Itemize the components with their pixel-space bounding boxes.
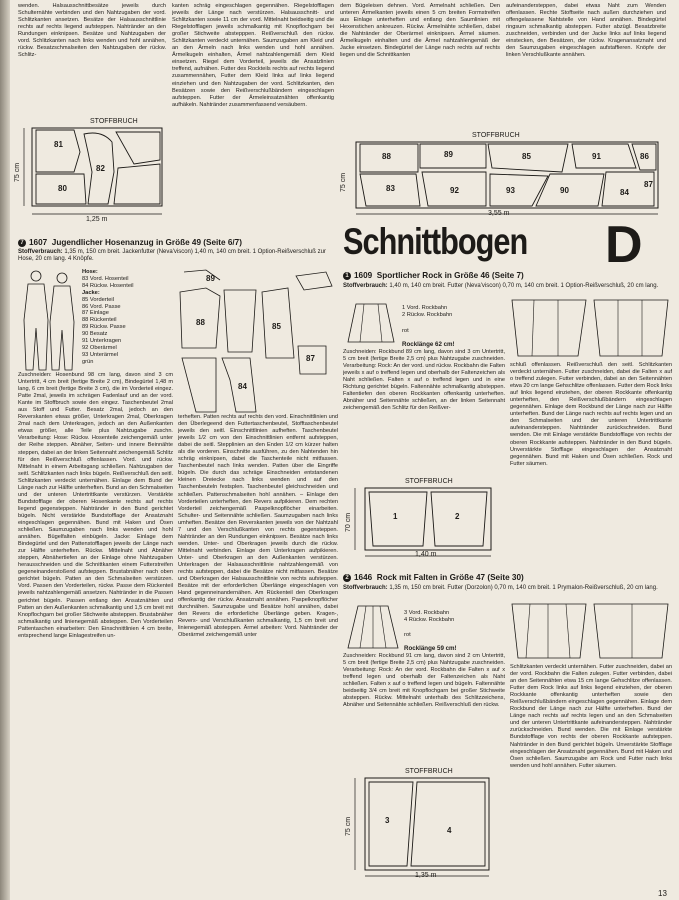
width-label-3: 1,40 m — [415, 551, 437, 558]
pattern-1646-pieces — [508, 600, 672, 662]
sketch-piece-89: 89 — [206, 274, 215, 283]
width-label-4: 1,35 m — [415, 872, 437, 879]
width-label: 1,25 m — [86, 216, 108, 223]
grain-fold-label-4: STOFFBRUCH — [405, 768, 453, 775]
grain-fold-label-3: STOFFBRUCH — [405, 478, 453, 485]
pattern-1646-fabric: Stoffverbrauch: 1,35 m, 150 cm breit. Futter (Dorzolon) 0,70 m, 140 cm breit. 1 Prymalon-Reißverschluß, 20 cm lang. — [343, 585, 658, 591]
piece-92: 92 — [450, 186, 459, 195]
pattern-1609-parts: 1 Vord. Rockbahn 2 Rückw. Rockbahn — [402, 305, 453, 318]
pattern-1609-title: 1 1609 Sportlicher Rock in Größe 46 (Seite 7) — [343, 271, 524, 280]
piece-80: 80 — [58, 184, 67, 193]
page-number: 13 — [658, 889, 667, 898]
pattern-1646-parts: 3 Vord. Rockbahn 4 Rückw. Rockbahn — [404, 610, 455, 623]
pattern-sheet-letter: D — [605, 216, 643, 274]
cutting-layout-1609 — [343, 476, 505, 562]
piece-91: 91 — [592, 152, 601, 161]
pattern-1646-length: Rocklänge 59 cm! — [404, 645, 457, 652]
piece-89: 89 — [444, 150, 453, 159]
top-right-text-a: dem Bügeleisen dehnen. Vord. Ärmelnaht schließen. Den unteren Ärmelkanten jeweils einen 5 cm breiten Formstreifen aus Einlage unterheften und entlang den Saumlinien mit Hexenstichen ankreuzen. Rückw. Ärmelnähte schließen, dabei die Nahtränder der Oberärmel einknipsen. Ärmel säumen. Ärmelkugeln einhalten und die Ärmel nahtzahlengemäß der Jacke einsetzen. Bindegürtel der Länge nach rechts auf rechts liegen und die Schnittkanten — [340, 3, 500, 59]
pattern-1609-instructions-col1: Zuschneiden: Rockbund 89 cm lang, davon sind 3 cm Untertritt, 5 cm breit (fertige Breite 2,5 cm) plus Nahtzugabe zuschneiden. Verarbeitung: Rock: An der vord. und rückw. Rockbahn die Falten jeweils x auf o treffend legen und oberhalb der Faltenzeichen als Naht schließen. Falten x auf o treffend legen und in eine Richtung gerichtet bügeln. Faltennähte schmalkantig absteppen. Faltentiefen den oberen Rockkanten offenkantig unterheften. Abnäher und Seitennähte schließen, an der linken Seitennaht zeichengemäß den Schlitz für den Reißver- — [343, 349, 505, 412]
piece-3: 3 — [385, 816, 390, 825]
pattern-number-badge: 7 — [18, 239, 26, 247]
width-label-2: 3,55 m — [488, 210, 510, 217]
color-red-label: rot — [402, 328, 409, 334]
sketch-piece-84: 84 — [238, 382, 247, 391]
cutting-layout-1646 — [343, 766, 505, 884]
pattern-sheet-heading — [343, 216, 673, 274]
grain-fold-label: STOFFBRUCH — [90, 118, 138, 125]
page-binding-shadow — [0, 0, 10, 900]
piece-81: 81 — [54, 140, 63, 149]
piece-82: 82 — [96, 164, 105, 173]
pattern-number-badge-1646: 2 — [343, 574, 351, 582]
cutting-layout-suit — [336, 128, 671, 220]
piece-88: 88 — [382, 152, 391, 161]
cutting-layout-dress — [14, 112, 174, 224]
skirt-1609-sketch — [346, 302, 396, 344]
height-label-2: 75 cm — [340, 172, 347, 192]
pattern-1646-title: 2 1646 Rock mit Falten in Größe 47 (Seite 30) — [343, 573, 524, 582]
pattern-1607-fabric: Stoffverbrauch: 1,35 m, 150 cm breit. Jackenfutter (Neva'viscon) 1,40 m, 140 cm breit. 1 Option-Reißverschluß zur Hose, 20 cm lang. 4 Knöpfe. — [18, 249, 326, 263]
pattern-1607-parts: Hose: 83 Vord. Hosenteil 84 Rückw. Hosenteil Jacke: 85 Vorderteil 86 Vord. Passe 87 Einlage 88 Rückenteil 89 Rückw. Passe 90 Besatz 91 Unterkragen 92 Oberärmel 93 Unterärmel grün — [82, 269, 134, 365]
figure-1607-models — [18, 268, 80, 374]
height-label-3: 70 cm — [345, 512, 352, 532]
piece-1: 1 — [393, 512, 398, 521]
top-right-text-b: aufeinandersteppen, dabei etwas Naht zum Wenden offenlassen. Rechte Stoffseite nach außen durchziehen und offengelassene Nahtstelle von Hand annähen. Bindegürtel ringsum schmalkantig absteppen. Futter abzügl. Besatzbreite zuschneiden, verbinden und der Jacke links auf links liegend einstecken, den Besätzen, der rückw. Kragenansatznaht und den Saumzugaben eingeschlagen aufstaffieren. Knöpfe der linken Verschlußkante annähen. — [506, 3, 666, 59]
piece-83: 83 — [386, 184, 395, 193]
pattern-1646-instructions-col1: Zuschneiden: Rockbund 91 cm lang, davon sind 2 cm Untertritt, 5 cm breit (fertige Breite 2,5 cm) plus Nahtzugabe zuschneiden. Verarbeitung: Rock: An der vord. Rockbahn die Falten x auf x treffend legen und oberhalb der Faltenzeichen als Naht schließen. Falten x auf o treffend legen und bügeln. Faltennähte beidseitig 3/4 cm breit mit Knopflochgarn bei großer Stichweite absteppen. Rückw. Mittelnaht unterhalb des Schlitzzeichens, Abnäher und Seitennähte schließen. Reißverschluß den rückw. — [343, 653, 505, 709]
color-red-label-2: rot — [404, 632, 411, 638]
piece-84: 84 — [620, 188, 629, 197]
height-label: 75 cm — [14, 162, 21, 182]
piece-93: 93 — [506, 186, 515, 195]
pattern-1609-length: Rocklänge 62 cm! — [402, 341, 455, 348]
pattern-1607-sketches — [176, 262, 336, 414]
piece-86: 86 — [640, 152, 649, 161]
pattern-1607-instructions-col1: Zuschneiden: Hosenbund 98 cm lang, davon sind 3 cm Untertritt, 4 cm breit (fertige Breite 2 cm), Bindegürtel 1,48 m lang, 6 cm breit (fertige Breite 3 cm), die im Vorderteil eingez. Patte 2mal, jeweils im schrägen Fadenlauf und an der vord. Kante im Stoffbruch sowie den eingez. Taschenbeutel 2mal aus Stoff und Futter. Besatz 2mal, jedoch an den Reverskanten etwas größer, Unterkragen 2mal, Oberkragen 2mal nach dem Unterkragen, jedoch an den Außenkanten etwas größer, alle Teile plus Nahtzugabe zuschn. Verarbeitung: Hose: Rückw. Hosenteile zeichengemäß unter der Reihe steppen. Abnäher, Seiten- und innere Beinnähte steppen, dabei an der linken Seitennaht zeichengemäß Schlitz für den Reißverschluß offenlassen. Vord. und rückw. Mittelnaht in einem Arbeitsgang schließen. Nahtzugaben der seitl. Schlitzkanten nach links bügeln. Reißverschluß den seitl. Schlitzkanten verdeckt unternähen. Einlage dem Bund der Länge nach zur Hälfte unterheften. Bund an den Schmalseiten und der unteren Untertrittkante verstürzen. Verstärkte Bundstofflage der oberen Hosenkante rechts auf rechts liegend gegensteppen. Nahtränder in den Bund gerichtet bügeln. Nicht verstärkte Bundstofflage der Ansatznaht eingeschlagen gegennähen. Bund mit Haken und Ösen schließen. Saumzugaben nach links wenden und hohl annähen. Bügelfalten einbügeln. Jacke: Einlage dem Bindegürtel und den Pattenstofflagen jeweils der Länge nach zur Hälfte unterheften. Rückw. Mittelnaht und Abnäher steppen, Abnähertiefen an der Einlage ohne Nahtzugaben herausschneiden und die Schnittkanten einem Futterstreifen gegeneinanderstoßend aufsteppen. Brustabnäher nach oben gerichtet bügeln. Patten an den Schmalseiten verstürzen. Vord. Passen den Vorderteilen, rückw. Passe dem Rückenteil jeweils nahtzahlengemäß ansetzen. Nahtränder in die Passen gerichtet bügeln. Passen entlang den Ansatznähten und Patten an den Außenkanten schmalkantig und 1,5 cm breit mit Knopflochgarn bei großer Stichweite absteppen. Brustabnäher schmalkantig und linienegemäß absteppen. Den Vorderteilen Pattentaschen einarbeiten: Den Einschnittlinien 4 cm breite, entsprechend lange Einlagestreifen un- — [18, 372, 173, 639]
height-label-4: 75 cm — [345, 816, 352, 836]
piece-87: 87 — [644, 180, 653, 189]
top-middle-text: kanten schräg eingeschlagen gegennähen. Riegelstofflagen jeweils der Länge nach verstürzen. Halsausschnitt- und Schlitzkanten sowie 11 cm der vord. Mittelnaht beidseitig und die Riegelstofflagen jeweils schmalkantig mit Knopflochgarn bei großer Stichweite abstepppen. Reißverschluß den rückw. Schlitzkanten verdeckt unternähen. Saumzugaben am Kleid und an den Ärmeln nach links wenden und hohl annähen. Ärmelkugeln einhalten, Ärmel nahtzahlengemäß dem Kleid einsetzen. Riegel dem Vorderteil, jeweils die Ansatzlinien treffend, aufnähen. Futter des Rockteils rechts auf rechts liegend zusammennähen, Futter dem Kleid links auf links liegend einziehen und den Nahtzugaben der vord. Schlitzkanten, den Besätzen sowie den Reißverschlußbändern eingeschlagen aufsteppen. Futter der Ärmeleinsatznähten offenkantig aufhäkeln. Nahtränder zusammenfassend versäubern. — [172, 3, 334, 108]
skirt-1646-sketch — [346, 604, 400, 650]
pattern-1607-title: 7 1607 Jugendlicher Hosenanzug in Größe 49 (Seite 6/7) — [18, 238, 242, 247]
pattern-1646-instructions-col2: Schlitzkanten verdeckt unternähen. Futter zuschneiden, dabei an der vord. Rockbahn die Falten zulegen. Futter verbinden, dabei an den Seitennähten etwa 15 cm lange Gehschlitze offenlassen. Futter dem Rock links auf links liegend einziehen, der oberen Rockkante offenkantig unterheften sowie den Reißverschlußbändern eingeschlagen gegennähen. Einlage dem Rockbund der Länge nach zur Hälfte unterheften. Bund der Länge nach rechts auf rechts legen und an den Schmalseiten und der unteren Untertrittkante aufeinandersteppen. Nahtränder zurückschneiden. Bund wenden. Die mit Einlage verstärkte Bundstofflage von rechts der oberen Rockkante aufsteppen. Nahtränder in den Bund gerichtet bügeln. Unverstärkte Stofflage eingeschlagen der Ansatznaht gegennähen. Bund mit Haken und Ösen schließen. Saumzugabe am Rock und Futter nach links wenden und hohl annähen. Futter säumen. — [510, 664, 672, 769]
pattern-sheet-word: Schnittbogen — [343, 221, 528, 262]
piece-90: 90 — [560, 186, 569, 195]
piece-4: 4 — [447, 826, 452, 835]
pattern-number-badge-1609: 1 — [343, 272, 351, 280]
pattern-1609-instructions-col2: schluß offenlassen. Reißverschluß den seitl. Schlitzkanten verdeckt unternähen. Futter zuschneiden, dabei die Falten x auf o treffend zulegen. Futter verbinden, dabei an den Seitennähten etwa 20 cm lange Gehschlitze offenlassen. Futter dem Rock links auf links liegend einziehen, der oberen Rockkante offenkantig unterheften, den Reißverschlußbändern eingeschlagen gegennähen. Einlage dem Rockbund der Länge nach zur Hälfte unterheften. Bund der Länge nach rechts auf rechts legen und an den Schmalseiten und der unteren Untertrittkante aufeinandersteppen. Nahtränder zurückschneiden. Bund wenden. Die mit Einlage verstärkte Bundstofflage von rechts der oberen Rockkante aufsteppen. Nahtränder in den Bund bügeln. Unverstärkte Stofflage eingeschlagen der Ansatznaht gegennähen. Bund mit Haken und Ösen schließen. Rock und Futter säumen. — [510, 362, 672, 467]
top-left-text: wenden. Halsausschnittbesätze jeweils durch Schulternähte verbinden und den Nahtzugaben der vord. Schlitzkanten ansetzen. Besätze der Halsausschnittlinie rechts auf rechts liegend aufsteppen. Nahtränder an den Rundungen einknipsen. Besätze und Nahtzugaben der vord. Schlitzkanten nach links wenden und hohl annähen, rückw. Besatzschmalseiten den Nahtzugaben der rückw. Schlitz- — [18, 3, 166, 59]
piece-85: 85 — [522, 152, 531, 161]
sketch-piece-85: 85 — [272, 322, 281, 331]
pattern-1609-fabric: Stoffverbrauch: 1,40 m, 140 cm breit. Futter (Neva'viscon) 0,70 m, 140 cm breit. 1 Option-Reißverschluß, 20 cm lang. — [343, 283, 659, 289]
sketch-piece-88: 88 — [196, 318, 205, 327]
piece-2: 2 — [455, 512, 460, 521]
pattern-1607-instructions-col2: terheften. Patten rechts auf rechts den vord. Einschnittlinien und den Überlegeend den Futtertaschenbeutel, Stofftaschenbeutel jeweils den seitl. Einschnittlinien aufheften. Taschenbeutel jeweils 1/2 cm von den Einschnittlinien entfernt aufsteppen, dabei die seitl. Stepplinien an den Enden 1/2 cm kürzer halten als die vorderen. Einschnitte ausführen, zu den Nahtenden hin schräg einknipsen, dabei die Taschenteile nicht mitfassen. Taschenbeutel nach links wenden. Patten über die Eingriffe bügeln. Die durch das schräge Einschneiden entstandenen kleinen Dreiecke nach links wenden und auf den Taschenbeuteln festsplen. Taschenbeutel gleichschneiden und schließen. Pattenschmalseiten hohl annähen. – Einlage den Vorderteilen unterheften, den Revers aufpikieren. Dem rechten Vorderteil zeichengemäß Paspelknopflöcher einarbeiten. Schulter- und Seitennähte schließen. Saumzugaben nach links umheften. Besätze den Reverskanten jeweils von der Nahtzahl 7 und den Verschlußkanten von rechts gegensteppen. Nahtränder an den Rundungen einknipsen. Besätze nach links wenden. Unter- und Oberkragen jeweils durch die rückw. Mittelnaht verbinden. Einlage dem Unterkragen aufpikieren. Unter- und Oberkragen an den Außenkanten verstürzen. Unterkragen der Halsausschnittlinie nahtzahlengemäß von rechts aufsteppen, dabei die Besätze nicht mitfassen. Besätze und Oberkragen der Halsausschnittlinie von rechts aufsteppen. Besätze mit der erforderlichen Überlänge eingeschlagen von Hand gegenneinandernähen. Am Rückenteil den Oberkragen offenkantig der rückw. Ansatznaht annähen. Paspelknopflöcher durchnähen. Saumzugabe und Besätze hohl annähen, dabei den Revers die erforderliche Überlänge geben. Kragen-, Revers- und Verschlußkanten schmalkantig, 1,5 cm breit und linienegemäß absteppen. Ärmel arbeiten: Vord. Nahtränder der Oberärmel zeichengemäß unter — [178, 414, 338, 639]
grain-fold-label-2: STOFFBRUCH — [472, 132, 520, 139]
pattern-1609-pieces — [508, 296, 672, 360]
sketch-piece-87: 87 — [306, 354, 315, 363]
